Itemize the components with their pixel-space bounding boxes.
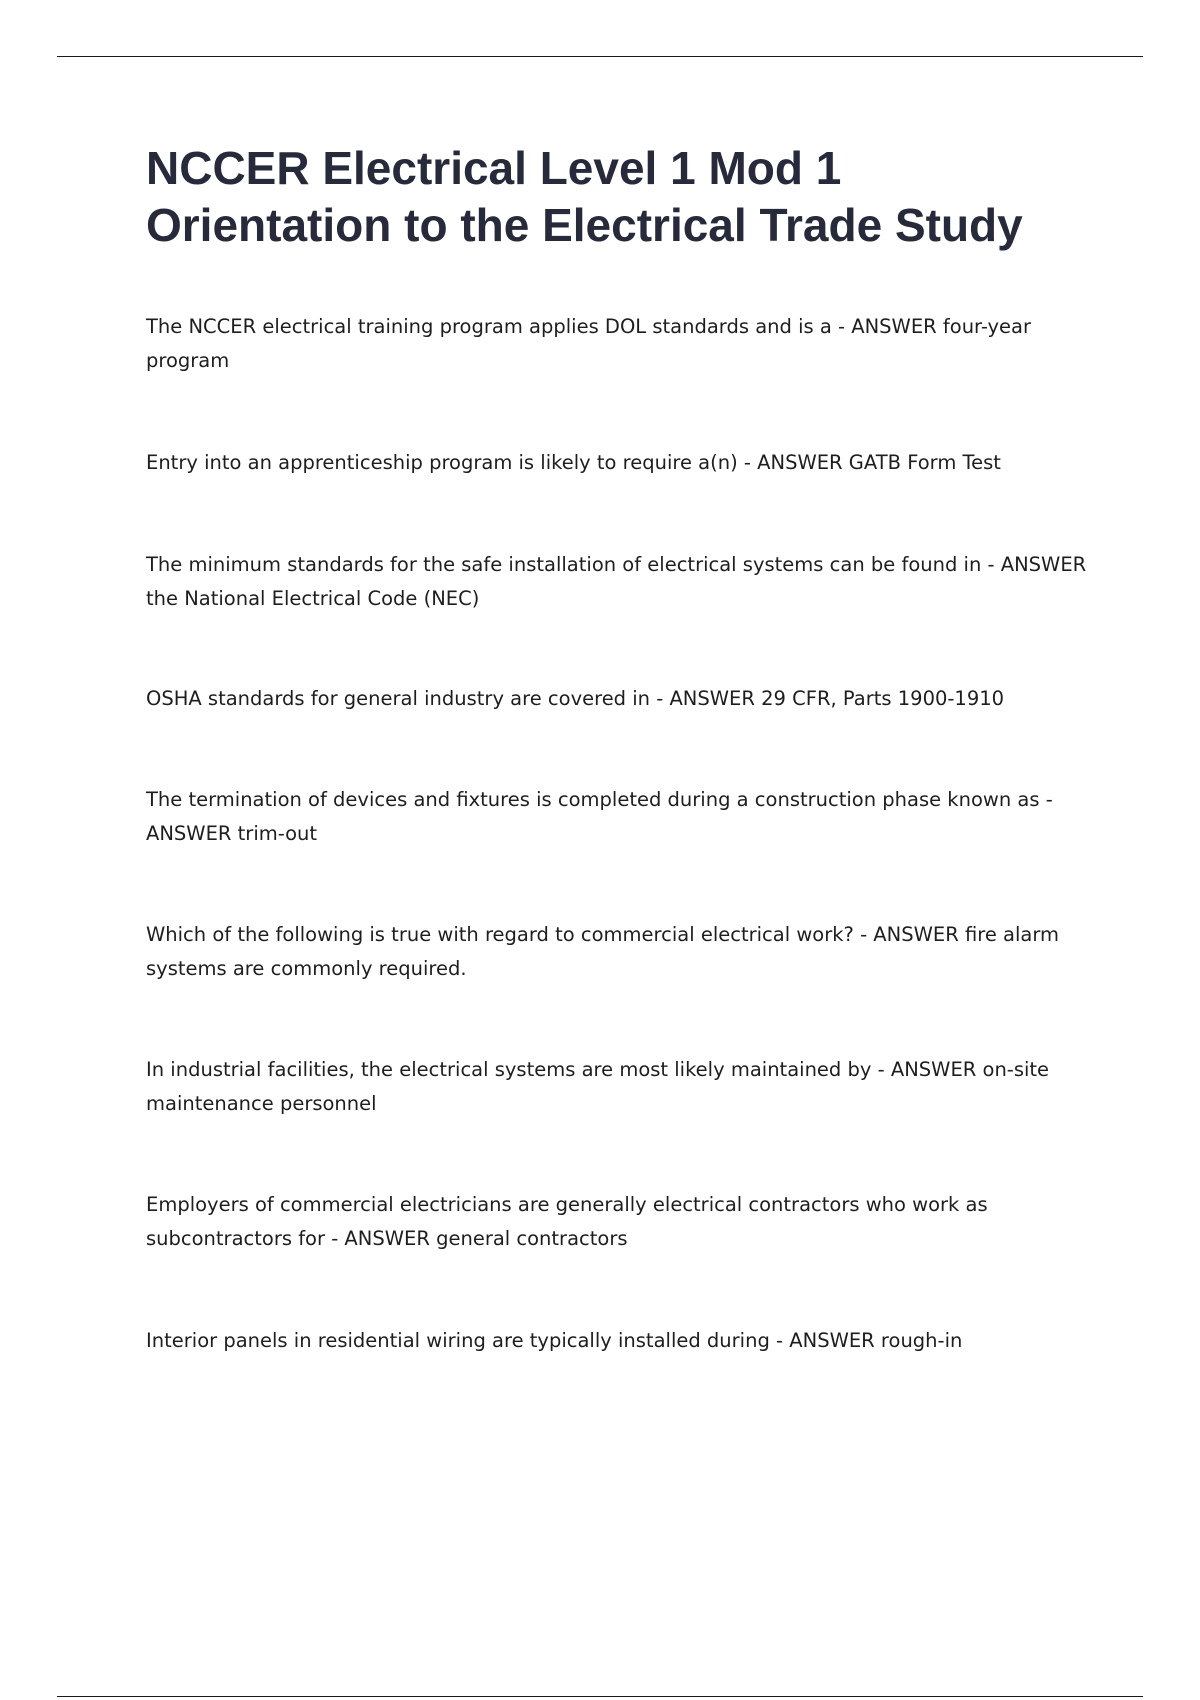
qa-item (146, 446, 1086, 480)
qa-line: subcontractors for - ANSWER general contractors (146, 1227, 628, 1250)
qa-line: OSHA standards for general industry are covered in - ANSWER 29 CFR, Parts 1900-1910 (146, 687, 1005, 710)
qa-line: program (146, 349, 230, 372)
qa-item (146, 918, 1086, 986)
qa-line: systems are commonly required. (146, 957, 467, 980)
qa-item (146, 682, 1086, 716)
qa-item (146, 1053, 1086, 1121)
qa-line: In industrial facilities, the electrical systems are most likely maintained by - ANSWER on-site (146, 1058, 1050, 1081)
qa-item (146, 783, 1086, 851)
qa-line: Which of the following is true with regard to commercial electrical work? - ANSWER fire alarm (146, 923, 1060, 946)
qa-line: the National Electrical Code (NEC) (146, 587, 480, 610)
top-divider (57, 56, 1143, 57)
qa-item (146, 1324, 1086, 1358)
qa-line: ANSWER trim-out (146, 822, 318, 845)
title-line: NCCER Electrical Level 1 Mod 1 (146, 142, 842, 194)
title-line: Orientation to the Electrical Trade Study (146, 199, 1023, 251)
qa-line: The NCCER electrical training program applies DOL standards and is a - ANSWER four-year (146, 315, 1032, 338)
qa-item (146, 310, 1086, 378)
bottom-divider (57, 1696, 1143, 1697)
qa-item (146, 1188, 1086, 1256)
qa-line: maintenance personnel (146, 1092, 377, 1115)
qa-line: The minimum standards for the safe installation of electrical systems can be found in - ANSWER (146, 553, 1087, 576)
qa-item (146, 548, 1086, 616)
qa-line: The termination of devices and fixtures is completed during a construction phase known as - (146, 788, 1053, 811)
qa-line: Entry into an apprenticeship program is likely to require a(n) - ANSWER GATB Form Test (146, 451, 1001, 474)
qa-line: Employers of commercial electricians are generally electrical contractors who work as (146, 1193, 988, 1216)
qa-line: Interior panels in residential wiring are typically installed during - ANSWER rough-in (146, 1329, 963, 1352)
document-title (146, 140, 1106, 254)
